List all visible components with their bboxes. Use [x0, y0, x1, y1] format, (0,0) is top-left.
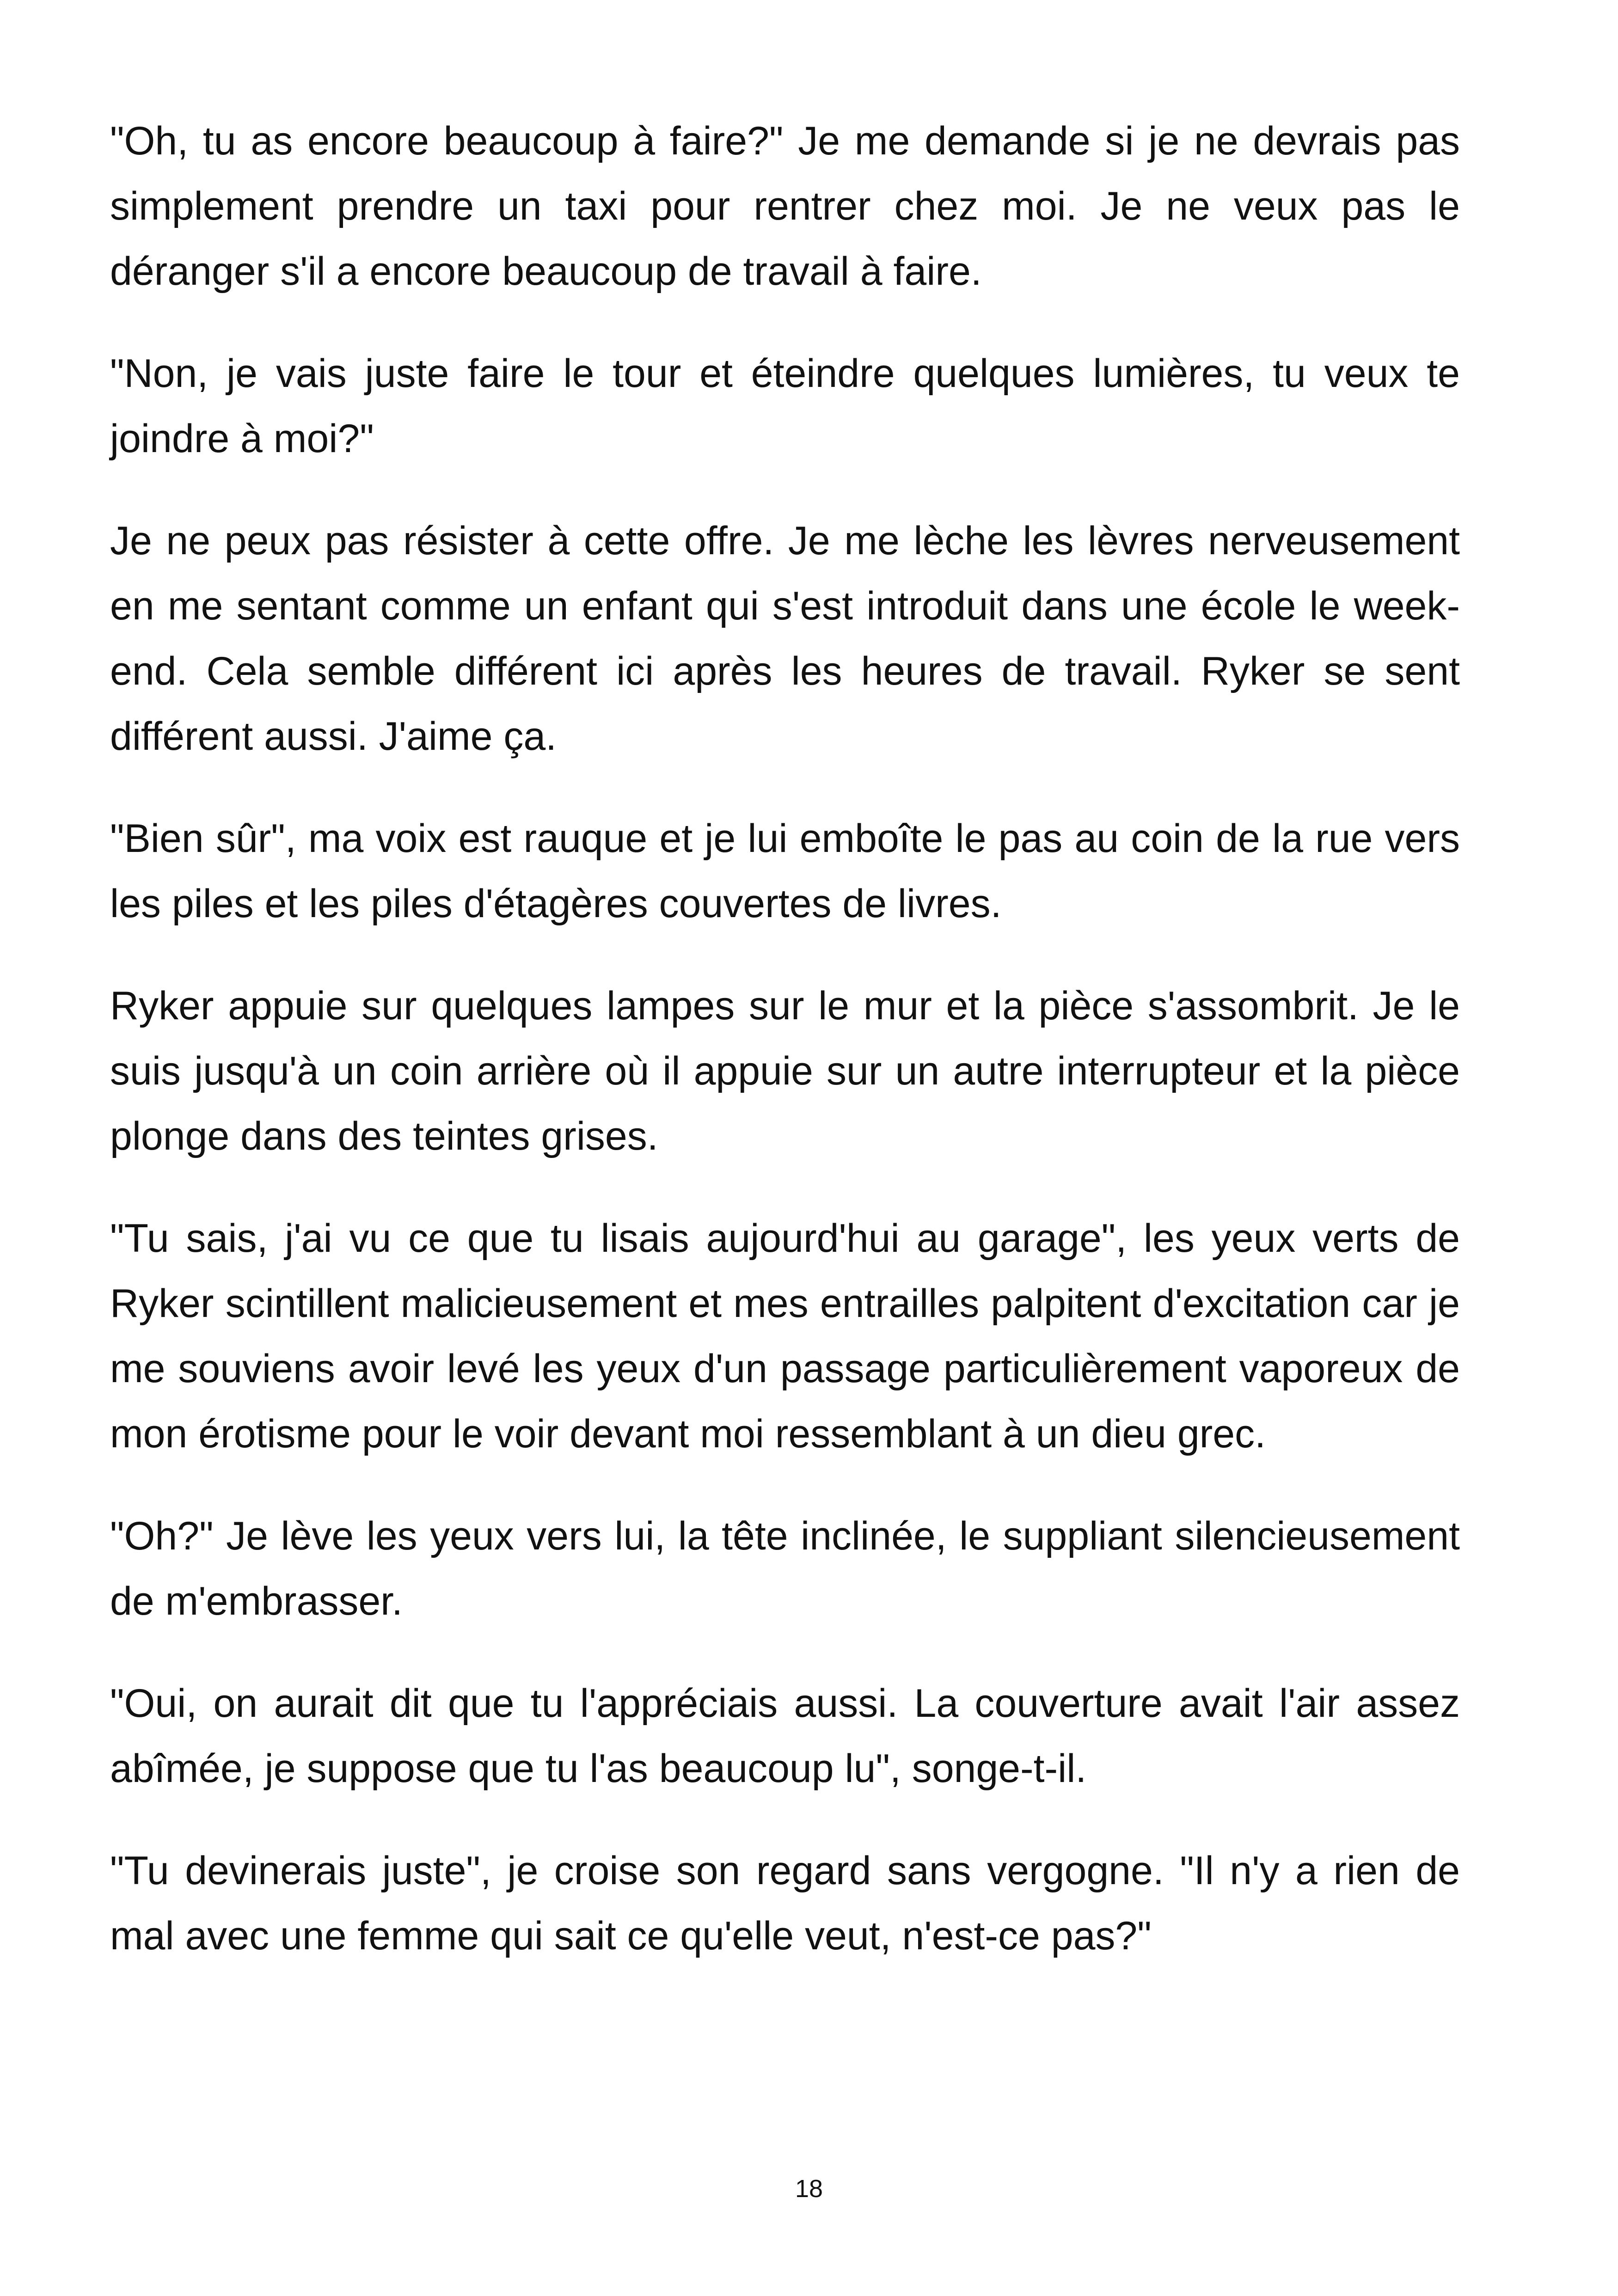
paragraph-6: "Tu sais, j'ai vu ce que tu lisais aujourd'hui au garage", les yeux verts de Ryker scintillent malicieusement et mes entrailles palpitent d'excitation car je me souviens avoir levé les yeux d'un passage particulièrement vaporeux de mon érotisme pour le voir devant moi ressemblant à un dieu grec. — [110, 1216, 1460, 1456]
paragraph-3: Je ne peux pas résister à cette offre. Je me lèche les lèvres nerveusement en me sentant comme un enfant qui s'est introduit dans une école le week-end. Cela semble différent ici après les heures de travail. Ryker se sent différent aussi. J'aime ça. — [110, 519, 1460, 759]
paragraph-4: "Bien sûr", ma voix est rauque et je lui emboîte le pas au coin de la rue vers les piles et les piles d'étagères couvertes de livres. — [110, 816, 1460, 926]
paragraph-2: "Non, je vais juste faire le tour et éteindre quelques lumières, tu veux te joindre à moi?" — [110, 351, 1460, 461]
page-number: 18 — [795, 2175, 823, 2203]
paragraph-1: "Oh, tu as encore beaucoup à faire?" Je me demande si je ne devrais pas simplement prendre un taxi pour rentrer chez moi. Je ne veux pas le déranger s'il a encore beaucoup de travail à faire. — [110, 119, 1460, 294]
body-text — [110, 109, 1460, 2006]
paragraph-9: "Tu devinerais juste", je croise son regard sans vergogne. "Il n'y a rien de mal avec une femme qui sait ce qu'elle veut, n'est-ce pas?" — [110, 1849, 1460, 1958]
paragraph-7: "Oh?" Je lève les yeux vers lui, la tête inclinée, le suppliant silencieusement de m'embrasser. — [110, 1514, 1460, 1623]
paragraph-5: Ryker appuie sur quelques lampes sur le mur et la pièce s'assombrit. Je le suis jusqu'à un coin arrière où il appuie sur un autre interrupteur et la pièce plonge dans des teintes grises. — [110, 984, 1460, 1158]
paragraph-8: "Oui, on aurait dit que tu l'appréciais aussi. La couverture avait l'air assez abîmée, je suppose que tu l'as beaucoup lu", songe-t-il. — [110, 1681, 1460, 1791]
